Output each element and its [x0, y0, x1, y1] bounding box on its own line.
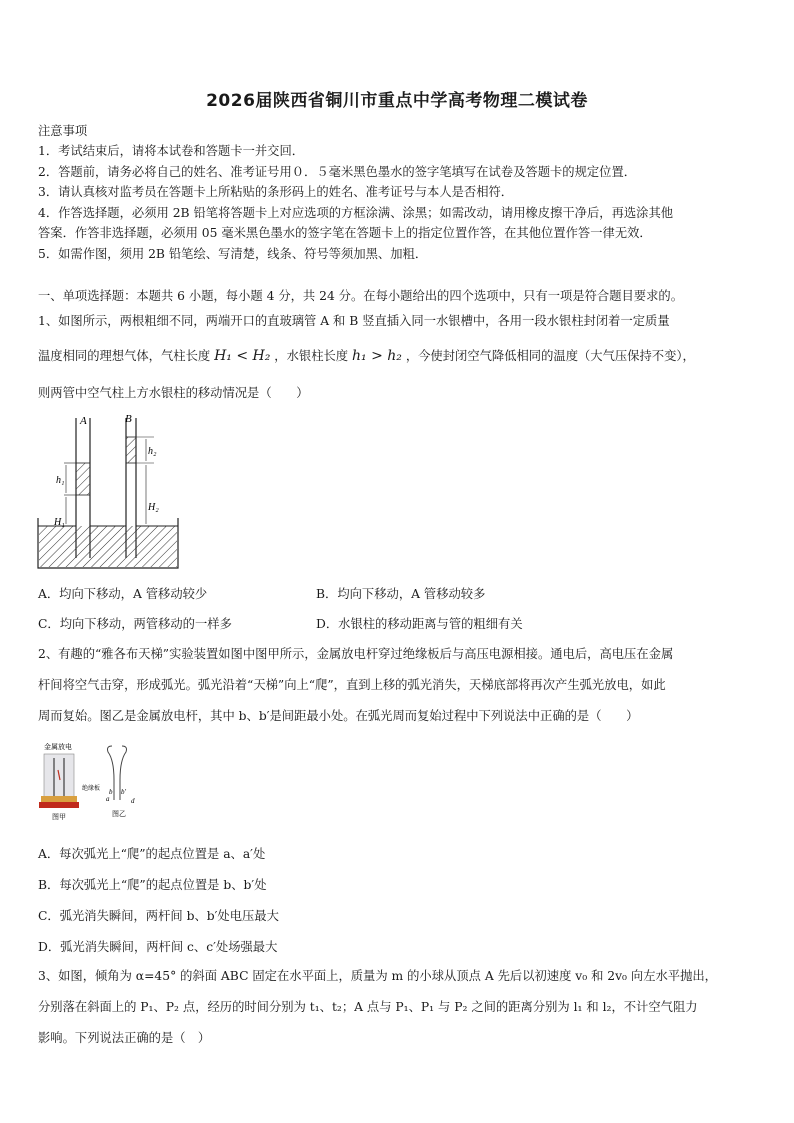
notice-heading: 注意事项: [38, 124, 88, 138]
q1-tube-figure: [36, 410, 181, 570]
q2-stem-line2: 杆间将空气击穿，形成弧光。弧光沿着“天梯”向上“爬”，直到上移的弧光消失，天梯底部将再次产生弧光放电，如此: [38, 678, 666, 692]
label-tube-a: A: [80, 415, 87, 427]
q2-option-c[interactable]: C．弧光消失瞬间，两杆间 b、b′处电压最大: [38, 909, 279, 923]
q3-stem-line1: 3、如图，倾角为 α=45° 的斜面 ABC 固定在水平面上，质量为 m 的小球从顶点 A 先后以初速度 v₀ 和 2v₀ 向左水平抛出，: [38, 969, 717, 983]
label-fig-jia: 图甲: [52, 813, 66, 821]
label-h1: h₁: [56, 475, 65, 486]
notice-item-4-cont: 答案．作答非选择题，必须用 05 毫米黑色墨水的签字笔在答题卡上的指定位置作答，在其他位置作答一律无效．: [38, 226, 652, 240]
q1-formula-H: H₁ < H₂: [214, 348, 271, 364]
label-a: a: [106, 795, 110, 803]
notice-item-3: 3．请认真核对监考员在答题卡上所粘贴的条形码上的姓名、准考证号与本人是否相符．: [38, 185, 514, 199]
mercury-in-trough: [39, 526, 177, 567]
label-h2: h₂: [148, 446, 157, 457]
q3-stem-line3: 影响。下列说法正确的是（ ）: [38, 1031, 211, 1045]
label-b-prime: b′: [121, 788, 127, 796]
label-rod: 金属放电: [44, 743, 72, 751]
q1-stem-part-a: 温度相同的理想气体，气柱长度: [38, 349, 211, 363]
label-H1: H₁: [54, 517, 65, 528]
tube-b-mercury-column: [127, 437, 136, 463]
notice-item-1: 1．考试结束后，请将本试卷和答题卡一并交回．: [38, 144, 305, 158]
power-base: [39, 802, 79, 808]
notice-item-4: 4．作答选择题，必须用 2B 铅笔将答题卡上对应选项的方框涂满、涂黑；如需改动，请用橡皮擦干净后，再选涂其他: [38, 206, 674, 220]
label-tube-b: B: [125, 413, 132, 425]
label-b: b: [109, 788, 113, 796]
q1-stem-part-c: ，水银柱长度: [274, 349, 349, 363]
label-d: d: [131, 797, 135, 805]
insulating-board: [41, 796, 77, 802]
label-board: 绝缘板: [82, 785, 101, 792]
q2-ladder-figure: [36, 740, 156, 822]
q2-option-d[interactable]: D．弧光消失瞬间，两杆间 c、c′处场强最大: [38, 940, 278, 954]
label-fig-yi: 图乙: [112, 810, 126, 818]
tube-a-mercury-column: [77, 463, 90, 495]
q2-stem-line3: 周而复始。图乙是金属放电杆，其中 b、b′是间距最小处。在弧光周而复始过程中下列说法中正确的是（ ）: [38, 709, 639, 723]
q3-stem-line2: 分别落在斜面上的 P₁、P₂ 点，经历的时间分别为 t₁、t₂；A 点与 P₁、P₁ 与 P₂ 之间的距离分别为 l₁ 和 l₂，不计空气阻力: [38, 1000, 698, 1014]
q1-stem-line2: [38, 348, 695, 364]
q1-formula-h: h₁ > h₂: [352, 348, 402, 364]
section-heading: 一、单项选择题：本题共 6 小题，每小题 4 分，共 24 分。在每小题给出的四个选项中，只有一项是符合题目要求的。: [38, 289, 683, 303]
q1-option-a[interactable]: A．均向下移动，A 管移动较少: [38, 587, 208, 601]
q2-option-b[interactable]: B．每次弧光上“爬”的起点位置是 b、b′处: [38, 878, 267, 892]
q1-stem-line3: 则两管中空气柱上方水银柱的移动情况是（ ）: [38, 386, 309, 400]
q1-option-d[interactable]: D．水银柱的移动距离与管的粗细有关: [316, 617, 523, 631]
tube-b-mercury-bottom: [127, 526, 136, 558]
q1-stem-line1: 1、如图所示，两根粗细不同，两端开口的直玻璃管 A 和 B 竖直插入同一水银槽中，各用一段水银柱封闭着一定质量: [38, 314, 670, 328]
page-title: 2026届陕西省铜川市重点中学高考物理二模试卷: [206, 91, 588, 111]
q2-option-a[interactable]: A．每次弧光上“爬”的起点位置是 a、a′处: [38, 847, 266, 861]
tube-a-mercury-bottom: [77, 526, 90, 558]
label-H2: H₂: [148, 502, 159, 513]
q1-option-b[interactable]: B．均向下移动，A 管移动较多: [316, 587, 486, 601]
q1-option-c[interactable]: C．均向下移动，两管移动的一样多: [38, 617, 232, 631]
notice-item-5: 5．如需作图，须用 2B 铅笔绘、写清楚，线条、符号等须加黑、加粗．: [38, 247, 428, 261]
notice-item-2: 2．答题前，请务必将自己的姓名、准考证号用０．５毫米黑色墨水的签字笔填写在试卷及答题卡的规定位置．: [38, 165, 637, 179]
q2-stem-line1: 2、有趣的“雅各布天梯”实验装置如图中图甲所示，金属放电杆穿过绝缘板后与高压电源相接。通电后，高电压在金属: [38, 647, 674, 661]
q1-stem-part-e: ，今使封闭空气降低相同的温度（大气压保持不变），: [405, 349, 695, 363]
